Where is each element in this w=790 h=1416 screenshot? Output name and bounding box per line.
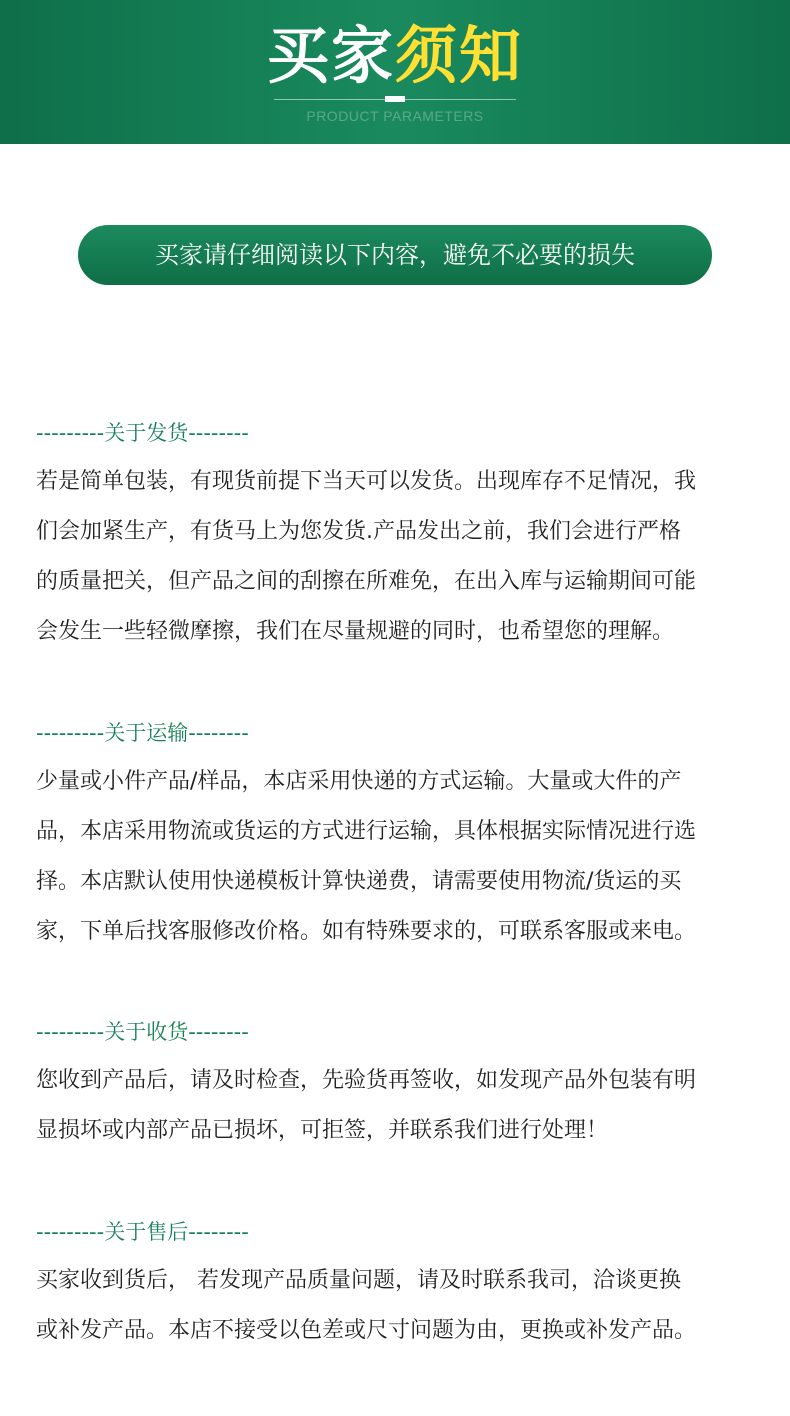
body-line: 会发生一些轻微摩擦，我们在尽量规避的同时，也希望您的理解。	[36, 619, 675, 644]
section-body	[36, 757, 760, 957]
body-line: 显损坏或内部产品已损坏，可拒签，并联系我们进行处理！	[36, 1118, 609, 1143]
notice-banner: 买家请仔细阅读以下内容，避免不必要的损失	[78, 225, 712, 285]
body-line: 或补发产品。本店不接受以色差或尺寸问题为由，更换或补发产品。	[36, 1318, 697, 1343]
section-title: ---------关于售后--------	[36, 1220, 249, 1244]
header-banner	[0, 0, 790, 144]
section-body	[36, 457, 760, 657]
section-receiving	[36, 1017, 760, 1156]
section-transport	[36, 718, 760, 957]
section-title: ---------关于收货--------	[36, 1020, 249, 1044]
body-line: 少量或小件产品/样品，本店采用快递的方式运输。大量或大件的产	[36, 769, 682, 794]
page-subtitle: PRODUCT PARAMETERS	[306, 108, 484, 124]
body-line: 买家收到货后， 若发现产品质量问题，请及时联系我司，洽谈更换	[36, 1268, 681, 1293]
page-title	[0, 18, 790, 94]
title-yellow-part: 须知	[395, 19, 524, 92]
section-body	[36, 1256, 760, 1356]
title-white-part: 买家	[266, 19, 395, 92]
body-line: 家，下单后找客服修改价格。如有特殊要求的，可联系客服或来电。	[36, 919, 697, 944]
body-line: 您收到产品后，请及时检查，先验货再签收，如发现产品外包装有明	[36, 1068, 697, 1093]
body-line: 的质量把关，但产品之间的刮擦在所难免，在出入库与运输期间可能	[36, 569, 697, 594]
body-line: 品，本店采用物流或货运的方式进行运输，具体根据实际情况进行选	[36, 819, 697, 844]
title-divider-accent	[385, 96, 405, 102]
section-shipping	[36, 418, 760, 657]
body-line: 们会加紧生产，有货马上为您发货.产品发出之前，我们会进行严格	[36, 519, 681, 544]
section-after-sales	[36, 1217, 760, 1356]
body-line: 若是简单包装，有现货前提下当天可以发货。出现库存不足情况，我	[36, 469, 697, 494]
section-title: ---------关于运输--------	[36, 721, 249, 745]
section-title: ---------关于发货--------	[36, 421, 249, 445]
section-body	[36, 1056, 760, 1156]
body-line: 择。本店默认使用快递模板计算快递费，请需要使用物流/货运的买	[36, 869, 682, 894]
